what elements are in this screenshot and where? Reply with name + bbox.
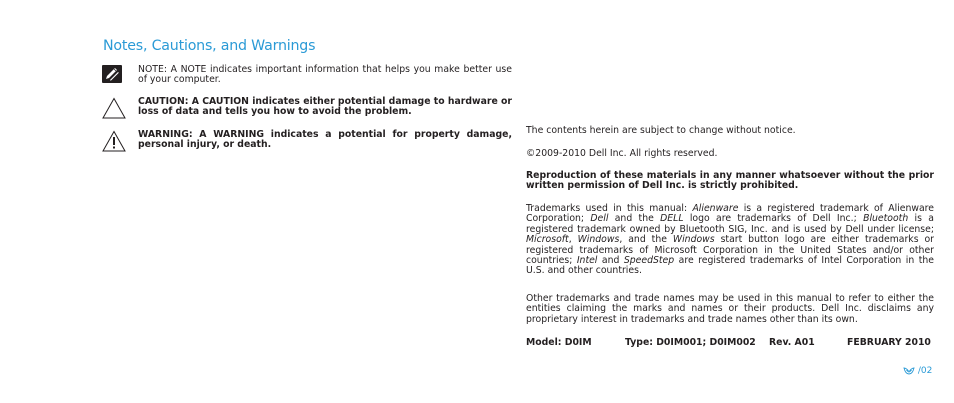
tm-speedstep: SpeedStep [623,255,675,267]
note-body: A NOTE indicates important information that helps you make better use of your computer. [138,64,512,85]
tm-text: , [568,234,578,246]
tm-alienware: Alienware [692,203,739,214]
change-notice: The contents herein are subject to change without notice. [526,125,796,136]
tm-intel: Intel [576,255,598,267]
page-number-value: 02 [920,366,933,376]
publication-date: FEBRUARY 2010 [847,337,931,348]
other-trademarks: Other trademarks and trade names may be used in this manual to refer to either the entities claiming the marks and names or their products. Dell Inc. disclaims any proprietary interest in trademarks and trade names other than its own. [526,293,934,325]
copyright: ©2009-2010 Dell Inc. All rights reserved. [526,148,718,159]
revision: Rev. A01 [769,337,815,348]
caution-triangle-icon [102,97,126,121]
tm-text: , and the [619,234,673,246]
model-number: Model: D0IM [526,337,592,348]
note-lead: NOTE: [138,64,167,75]
tm-text: is a registered trademark owned by Bluetooth SIG, Inc. and is used by Dell under license; [526,213,934,235]
tm-microsoft: Microsoft [526,234,569,246]
tm-bluetooth: Bluetooth [863,213,909,225]
warning-triangle-icon [102,130,126,154]
section-title: Notes, Cautions, and Warnings [103,38,316,54]
tm-text: Trademarks used in this manual: [526,203,693,214]
pencil-note-icon [102,65,126,89]
model-type: Type: D0IM001; D0IM002 [625,337,756,348]
trademarks-paragraph [526,204,934,277]
tm-text: start button logo are either trademarks or registered trademarks of Microsoft Corporation in the United States and/or other countries; [526,234,934,267]
tm-dell: Dell [590,213,609,225]
warning-text: WARNING: A WARNING indicates a potential for property damage, personal injury, or death. [138,129,512,150]
page-number [903,366,932,382]
tm-text: logo are trademarks of Dell Inc.; [683,213,864,225]
model-info-line [526,338,934,350]
tm-text: are registered trademarks of Intel Corporation in the U.S. and other countries. [526,255,934,277]
tm-windows: Windows [577,234,620,246]
page-separator: / [917,366,921,376]
tm-text: and the [608,213,661,225]
note-text [138,65,512,85]
tm-windows-logo: Windows [672,234,715,246]
tm-text: and [597,255,624,267]
caution-text: CAUTION: A CAUTION indicates either potential damage to hardware or loss of data and tells you how to avoid the problem. [138,96,512,117]
tm-dell-logo: DELL [660,213,684,225]
reproduction-notice: Reproduction of these materials in any manner whatsoever without the prior written permission of Dell Inc. is strictly prohibited. [526,170,934,192]
alienware-logo-icon [903,366,918,376]
tm-text: is a registered trademark of Alienware Corporation; [526,203,935,225]
